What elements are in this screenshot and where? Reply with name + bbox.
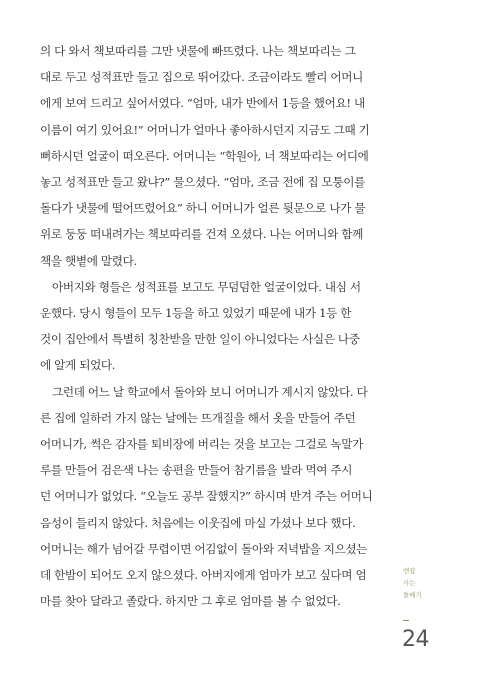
text-line: 아버지와 형들은 성적표를 보고도 무덤덤한 얼굴이었다. 내심 서 [52, 279, 361, 294]
text-line: 데 한밤이 되어도 오지 않으셨다. 아버지에게 엄마가 보고 싶다며 엄 [40, 568, 367, 583]
paragraph-1 [40, 38, 378, 274]
text-line: 운했다. 당시 형들이 모두 1등을 하고 있었기 때문에 내가 1등 한 [40, 306, 352, 321]
text-line: 어머니는 해가 넘어갈 무렵이면 어김없이 돌아와 저녁밥을 지으셨는 [40, 541, 368, 556]
text-line: 른 집에 일하러 가지 않는 날에는 뜨개질을 해서 옷을 만들어 주던 [40, 410, 356, 425]
text-line: 뻐하시던 얼굴이 떠오른다. 어머니는 “학원아, 너 책보따리는 어디에 [40, 148, 369, 163]
paragraph-3 [40, 379, 378, 615]
text-line: 그런데 어느 날 학교에서 돌아와 보니 어머니가 계시지 않았다. 다 [52, 384, 368, 399]
text-line: 마를 찾아 달라고 졸랐다. 하지만 그 후로 엄마를 볼 수 없었다. [40, 594, 341, 609]
text-line: 이름이 여기 있어요!” 어머니가 얼마나 좋아하시던지 지금도 그때 기 [40, 122, 370, 137]
text-line: 에 알게 되었다. [40, 358, 116, 373]
text-line: 음성이 들리지 않았다. 처음에는 이웃집에 마실 가셨나 보다 했다. [40, 515, 356, 530]
running-title [403, 565, 427, 601]
text-line: 위로 둥둥 떠내려가는 책보따리를 건져 오셨다. 나는 어머니와 함께 [40, 227, 363, 242]
text-line: 돌다가 냇물에 떨어뜨렸어요” 하니 어머니가 얼른 뒷문으로 나가 물 [40, 201, 366, 216]
text-line: 놓고 성적표만 들고 왔냐?” 물으셨다. “엄마, 조금 전에 집 모퉁이를 [40, 175, 365, 190]
running-title-line: 엔잡 [403, 567, 416, 575]
text-line: 의 다 와서 책보따리를 그만 냇물에 빠뜨렸다. 나는 책보따리는 그 [40, 44, 356, 58]
paragraph-2 [40, 274, 378, 379]
running-title-line: 사는 [403, 579, 416, 587]
page-body [40, 38, 378, 614]
text-line: 던 어머니가 없었다. “오늘도 공부 잘했지?” 하시며 반겨 주는 어머니 [40, 489, 373, 504]
page-number: 24 [402, 627, 429, 652]
text-line: 대로 두고 성적표만 들고 집으로 뛰어갔다. 조금이라도 빨리 어머니 [40, 70, 363, 85]
text-line: 것이 집안에서 특별히 칭찬받을 만한 일이 아니었다는 사실은 나중 [40, 332, 360, 347]
text-line: 책을 햇볕에 말렸다. [40, 253, 137, 268]
text-line: 루를 만들어 검은색 나는 송편을 만들어 참기름을 발라 먹여 주시 [40, 463, 353, 478]
text-line: 에게 보여 드리고 싶어서였다. “엄마, 내가 반에서 1등을 했어요! 내 [40, 96, 365, 111]
divider [403, 620, 409, 621]
running-title-line: 돌베기 [403, 591, 422, 599]
text-line: 어머니가, 썩은 감자를 퇴비장에 버리는 것을 보고는 그걸로 녹말가 [40, 437, 363, 452]
